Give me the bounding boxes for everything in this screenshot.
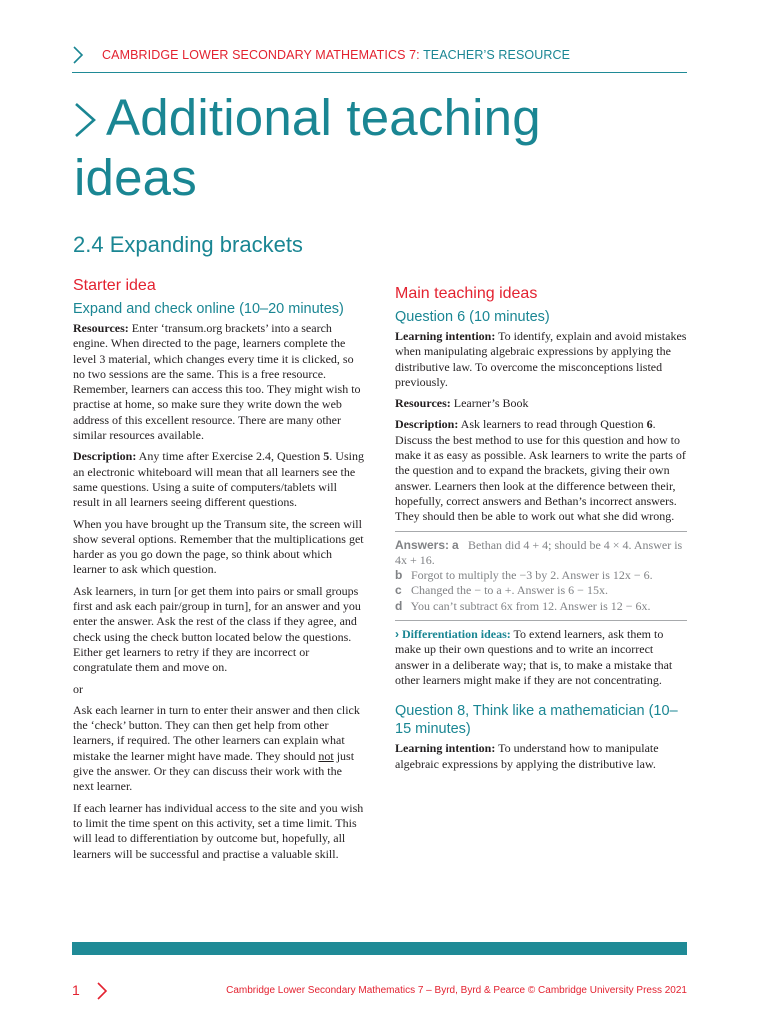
resources-text: Enter ‘transum.org brackets’ into a search engine. When directed to the page, learners complete the level 3 material, which changes every time it is clicked, so no two sessions are the same. This is a free resource. Remember, learners can access this too. They might wish to practise at home, so make sure they write down the web address of this excellent resource. There are many other similar resources available.	[73, 321, 361, 443]
answer-text: Forgot to multiply the −3 by 2. Answer is 12x − 6.	[411, 568, 653, 583]
q6-learning-intention	[395, 329, 687, 390]
paragraph-or: or	[73, 681, 83, 696]
answer-text: Bethan did 4 + 4; should be 4 × 4. Answer is 4x + 16.	[395, 537, 683, 567]
header-series: CAMBRIDGE LOWER SECONDARY MATHEMATICS 7:	[102, 48, 420, 62]
answer-c	[395, 583, 687, 598]
answer-a	[395, 538, 687, 569]
left-column	[73, 276, 365, 861]
question-number: 6	[646, 417, 653, 432]
learning-intention-text: To understand how to manipulate algebraic expressions by applying the distributive law.	[395, 741, 659, 771]
footer-bar	[72, 942, 687, 955]
header-resource: TEACHER’S RESOURCE	[423, 48, 571, 62]
q6-resources	[395, 396, 687, 411]
header-text	[102, 48, 570, 62]
description-text: Any time after Exercise 2.4, Question	[136, 449, 324, 464]
main-heading: Main teaching ideas	[395, 285, 538, 302]
chevron-right-icon	[96, 981, 108, 1001]
q6-description	[395, 417, 687, 524]
divider	[395, 531, 687, 532]
page-title-line1: Additional teaching	[106, 89, 541, 146]
paragraph-transum: When you have brought up the Transum site, the screen will show several options. Remember that the multiplications get harder as you go down the page, so think about which learner to ask which question.	[73, 516, 364, 577]
answer-letter: a	[452, 537, 459, 552]
chevron-right-icon: ›	[395, 627, 399, 642]
q8-heading: Question 8, Think like a mathematician (10–15 minutes)	[395, 703, 678, 738]
starter-resources	[73, 321, 365, 443]
description-text: . Discuss the best method to use for this question and how to make it as easy as possible. Ask learners to write the parts of the question and to expand the brackets, giving their own answer. Learners then look at the difference between their, hopefully, correct answers and Bethan’s incorrect answers. They should then be able to work out what she did wrong.	[395, 417, 686, 524]
divider	[395, 620, 687, 621]
chevron-right-icon	[72, 45, 84, 65]
resources-label: Resources:	[395, 396, 451, 411]
paragraph-ask: Ask learners, in turn [or get them into pairs or small groups first and ask each pair/group in turn], for an answer and you enter the answer. Ask the rest of the class if they agree, and check using the check button located below the questions. Either get learners to retry if they are incorrect or congratulate them and move on.	[73, 583, 361, 675]
paragraph-access: If each learner has individual access to the site and you wish to limit the time spent on this activity, set a time limit. This will lead to differentiation by outcome but, hopefully, all learners will be successful and practise a valuable skill.	[73, 800, 364, 861]
description-label: Description:	[73, 449, 137, 464]
question-number: 5	[323, 449, 330, 464]
description-text: Ask learners to read through Question	[458, 417, 647, 432]
q6-heading: Question 6 (10 minutes)	[395, 309, 550, 325]
learning-intention-text: To identify, explain and avoid mistakes when manipulating algebraic expressions by applying the distributive law. To overcome the misconceptions listed previously.	[395, 329, 687, 389]
paragraph-text: just give the answer. Or they can discuss their work with the next learner.	[73, 748, 355, 794]
q6-differentiation	[395, 627, 687, 688]
resources-label: Resources:	[73, 321, 129, 335]
answer-text: Changed the − to a +. Answer is 6 − 15x.	[411, 583, 608, 598]
paragraph-each	[73, 703, 365, 795]
page-number: 1	[72, 982, 80, 998]
answer-b	[395, 568, 687, 583]
answers-block	[395, 538, 687, 614]
page-title	[74, 88, 541, 208]
differentiation-text: To extend learners, ask them to make up their own questions and to write an incorrect answer in a deliberate way; that is, to make a mistake that other learners might make if they are not concentrating.	[395, 627, 673, 687]
answer-letter: d	[395, 598, 403, 613]
emphasis-not: not	[318, 748, 334, 763]
page-title-line2: ideas	[74, 149, 197, 206]
starter-description	[73, 449, 365, 510]
description-text: . Using an electronic whiteboard will mean that all learners see the same questions. Using a suite of computers/tablets will result in all learners seeing different questions.	[73, 449, 364, 510]
starter-heading: Starter idea	[73, 277, 156, 294]
answer-d	[395, 599, 687, 614]
q8-learning-intention	[395, 741, 687, 772]
answer-text: You can’t subtract 6x from 12. Answer is 12 − 6x.	[410, 598, 651, 613]
starter-subheading: Expand and check online (10–20 minutes)	[73, 301, 344, 317]
answers-label: Answers:	[395, 537, 450, 552]
learning-intention-label: Learning intention:	[395, 741, 496, 756]
section-heading: 2.4 Expanding brackets	[73, 232, 303, 257]
paragraph-text: Ask each learner in turn to enter their answer and then click the ‘check’ button. They can then get help from other learners, if required. The other learners can explain what mistake the learner might have made. They should	[73, 702, 360, 763]
differentiation-label: Differentiation ideas:	[402, 627, 511, 642]
footer-copyright: Cambridge Lower Secondary Mathematics 7 – Byrd, Byrd & Pearce © Cambridge University Press 2021	[226, 985, 687, 996]
running-header	[72, 44, 687, 73]
right-column	[395, 276, 687, 778]
resources-text: Learner’s Book	[450, 396, 529, 411]
description-label: Description:	[395, 417, 459, 432]
answer-letter: b	[395, 568, 403, 583]
learning-intention-label: Learning intention:	[395, 329, 496, 343]
answer-letter: c	[395, 583, 402, 598]
